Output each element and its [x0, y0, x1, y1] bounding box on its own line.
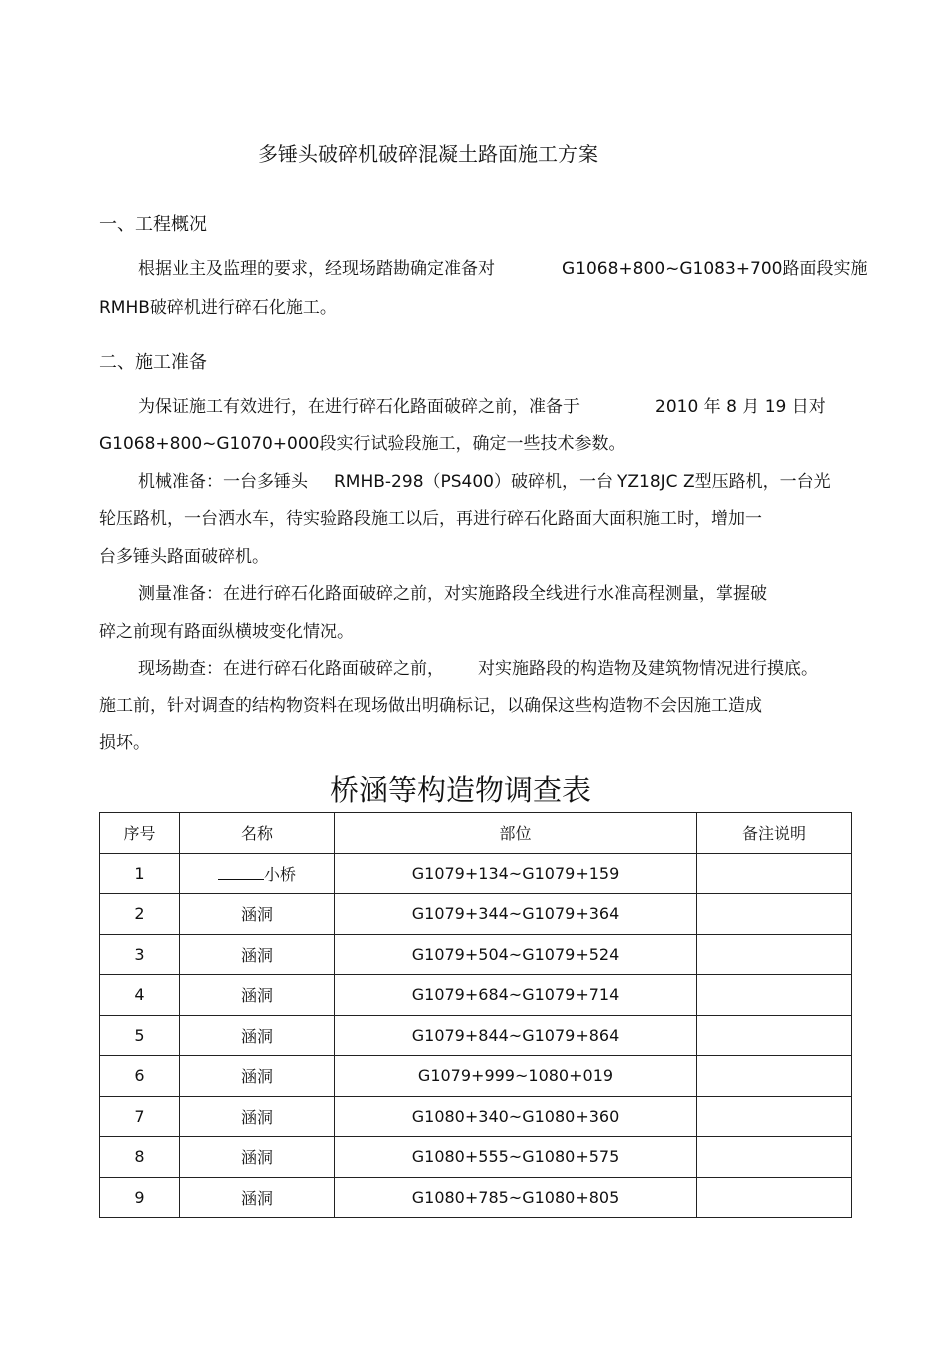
table-row — [100, 1015, 852, 1056]
cell-remarks — [697, 1096, 852, 1137]
cell-remarks — [697, 1056, 852, 1097]
cell-name: 涵洞 — [180, 1056, 335, 1097]
section-1-heading: 一、工程概况 — [99, 214, 207, 235]
section-2-p2-e: 台多锤头路面破碎机。 — [99, 547, 269, 567]
header-name: 名称 — [180, 813, 335, 854]
blank-underline — [218, 865, 264, 880]
section-2-p4-c: 施工前，针对调查的结构物资料在现场做出明确标记，以确保这些构造物不会因施工造成 — [99, 696, 762, 716]
cell-index: 9 — [100, 1177, 180, 1218]
cell-location: G1079+344~G1079+364 — [335, 894, 697, 935]
section-2-p2-a: 机械准备：一台多锤头 — [138, 472, 308, 492]
header-remarks: 备注说明 — [697, 813, 852, 854]
cell-name: 涵洞 — [180, 1177, 335, 1218]
cell-location: G1080+555~G1080+575 — [335, 1137, 697, 1178]
section-2-p3-b: 碎之前现有路面纵横坡变化情况。 — [99, 622, 354, 642]
cell-location: G1079+844~G1079+864 — [335, 1015, 697, 1056]
cell-location: G1079+684~G1079+714 — [335, 975, 697, 1016]
cell-index: 2 — [100, 894, 180, 935]
document-title: 多锤头破碎机破碎混凝土路面施工方案 — [258, 142, 598, 166]
table-row — [100, 1056, 852, 1097]
section-2-heading: 二、施工准备 — [99, 352, 207, 373]
section-2-p4-b: 对实施路段的构造物及建筑物情况进行摸底。 — [478, 659, 818, 679]
table-row — [100, 1137, 852, 1178]
section-2-p1-a: 为保证施工有效进行，在进行碎石化路面破碎之前，准备于 — [138, 397, 580, 417]
cell-location: G1080+785~G1080+805 — [335, 1177, 697, 1218]
table-row — [100, 853, 852, 894]
cell-index: 4 — [100, 975, 180, 1016]
section-2-p4-a: 现场勘查：在进行碎石化路面破碎之前， — [138, 659, 444, 679]
section-2-p4-d: 损坏。 — [99, 733, 150, 753]
cell-remarks — [697, 894, 852, 935]
table-row — [100, 894, 852, 935]
table-header-row — [100, 813, 852, 854]
table-title: 桥涵等构造物调查表 — [330, 773, 592, 807]
section-1-text-c: RMHB破碎机进行碎石化施工。 — [99, 298, 337, 318]
cell-index: 3 — [100, 934, 180, 975]
cell-index: 8 — [100, 1137, 180, 1178]
cell-remarks — [697, 934, 852, 975]
cell-remarks — [697, 1015, 852, 1056]
section-2-p2-d: 轮压路机，一台洒水车，待实验路段施工以后，再进行碎石化路面大面积施工时，增加一 — [99, 509, 762, 529]
section-1-text-b: G1068+800~G1083+700路面段实施 — [562, 259, 868, 279]
cell-name: 涵洞 — [180, 1137, 335, 1178]
section-2-p2-c: YZ18JC Z型压路机，一台光 — [617, 472, 831, 492]
cell-location: G1079+999~1080+019 — [335, 1056, 697, 1097]
header-index: 序号 — [100, 813, 180, 854]
header-location: 部位 — [335, 813, 697, 854]
section-2-p2-b: RMHB-298（PS400）破碎机，一台 — [334, 472, 613, 492]
structure-survey-table — [99, 812, 852, 1218]
cell-name: 涵洞 — [180, 1096, 335, 1137]
cell-remarks — [697, 975, 852, 1016]
table-row — [100, 975, 852, 1016]
cell-name: 涵洞 — [180, 934, 335, 975]
table-row — [100, 1096, 852, 1137]
cell-index: 5 — [100, 1015, 180, 1056]
cell-location: G1080+340~G1080+360 — [335, 1096, 697, 1137]
cell-name — [180, 853, 335, 894]
section-2-p1-b: 2010 年 8 月 19 日对 — [655, 397, 826, 417]
cell-location: G1079+504~G1079+524 — [335, 934, 697, 975]
cell-index: 6 — [100, 1056, 180, 1097]
cell-remarks — [697, 1177, 852, 1218]
section-1-text-a: 根据业主及监理的要求，经现场踏勘确定准备对 — [138, 259, 495, 279]
cell-name: 涵洞 — [180, 894, 335, 935]
cell-name: 涵洞 — [180, 975, 335, 1016]
cell-name: 涵洞 — [180, 1015, 335, 1056]
section-2-p1-c: G1068+800~G1070+000段实行试验段施工，确定一些技术参数。 — [99, 434, 626, 454]
section-2-p3-a: 测量准备：在进行碎石化路面破碎之前，对实施路段全线进行水准高程测量，掌握破 — [138, 584, 767, 604]
cell-name-text: 小桥 — [263, 864, 296, 884]
cell-index: 7 — [100, 1096, 180, 1137]
cell-location: G1079+134~G1079+159 — [335, 853, 697, 894]
cell-index: 1 — [100, 853, 180, 894]
cell-remarks — [697, 1137, 852, 1178]
table-row — [100, 1177, 852, 1218]
cell-remarks — [697, 853, 852, 894]
table-row — [100, 934, 852, 975]
